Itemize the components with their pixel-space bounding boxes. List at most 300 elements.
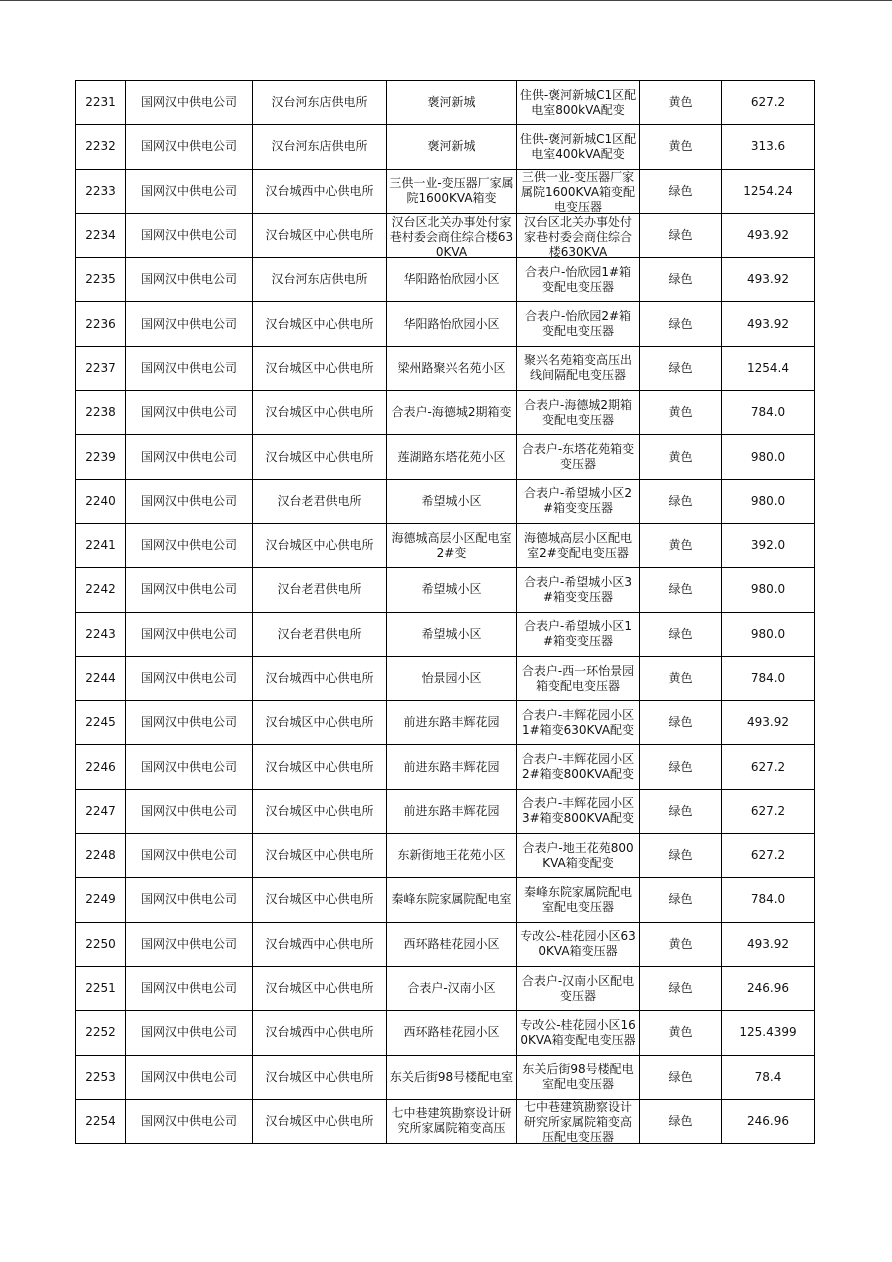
area-cell [387,258,517,302]
area-cell [387,656,517,700]
device-cell-text: 住供-褒河新城C1区配电室400kVA配变 [519,131,637,161]
value-cell-text: 392.0 [750,538,786,553]
row-number-cell-text: 2254 [85,1113,116,1128]
device-cell [517,834,640,878]
value-cell-text: 313.6 [750,139,786,154]
color-status-cell [640,391,722,435]
company-cell-text: 国网汉中供电公司 [140,139,237,154]
device-cell-text: 合表户-汉南小区配电变压器 [521,973,635,1003]
color-status-cell [640,213,722,257]
device-cell-text: 海德城高层小区配电室2#变配电变压器 [523,530,632,560]
area-cell-text: 华阳路怡欣园小区 [403,316,500,331]
value-cell-text: 493.92 [747,715,789,730]
color-status-cell [640,523,722,567]
color-status-cell-text: 绿色 [668,848,693,863]
area-cell-text: 梁州路聚兴名苑小区 [397,360,506,375]
device-cell [517,1055,640,1099]
device-cell-text: 东关后街98号楼配电室配电变压器 [522,1062,634,1092]
company-cell-text: 国网汉中供电公司 [140,936,237,951]
company-cell [126,169,253,213]
table-row [76,258,815,302]
row-number-cell-text: 2245 [85,715,116,730]
device-cell-text: 专改公-桂花园小区630KVA箱变压器 [520,929,636,959]
color-status-cell-text: 绿色 [668,981,693,996]
area-cell [387,878,517,922]
color-status-cell-text: 黄色 [668,449,693,464]
device-cell [517,922,640,966]
area-cell [387,346,517,390]
value-cell [722,169,815,213]
table-row [76,302,815,346]
value-cell-text: 627.2 [750,95,786,110]
row-number-cell-text: 2233 [85,183,116,198]
value-cell [722,922,815,966]
value-cell [722,656,815,700]
color-status-cell-text: 黄色 [668,671,693,685]
company-cell-text: 国网汉中供电公司 [140,493,237,508]
station-cell [253,302,387,346]
value-cell [722,878,815,922]
color-status-cell [640,1055,722,1099]
value-cell [722,834,815,878]
row-number-cell [76,125,126,169]
area-cell-text: 褒河新城 [427,95,476,110]
value-cell [722,612,815,656]
area-cell [387,1055,517,1099]
company-cell [126,346,253,390]
row-number-cell-text: 2239 [85,449,116,464]
area-cell-text: 怡景园小区 [421,671,482,685]
station-cell-text: 汉台城区中心供电所 [265,848,374,863]
device-cell [517,258,640,302]
row-number-cell-text: 2232 [85,139,116,154]
value-cell-text: 125.4399 [739,1025,797,1040]
device-cell [517,701,640,745]
color-status-cell-text: 黄色 [668,538,693,553]
color-status-cell [640,81,722,125]
company-cell-text: 国网汉中供电公司 [140,538,237,553]
color-status-cell-text: 绿色 [668,1113,693,1128]
color-status-cell-text: 绿色 [668,582,693,597]
company-cell [126,878,253,922]
company-cell [126,81,253,125]
color-status-cell [640,568,722,612]
area-cell-text: 前进东路丰辉花园 [403,759,500,774]
color-status-cell-text: 绿色 [668,228,693,243]
area-cell-text: 华阳路怡欣园小区 [403,272,500,287]
area-cell-text: 希望城小区 [421,493,482,508]
area-cell-text: 希望城小区 [421,626,482,641]
device-cell [517,479,640,523]
company-cell [126,391,253,435]
value-cell [722,1099,815,1143]
company-cell-text: 国网汉中供电公司 [140,981,237,996]
color-status-cell-text: 绿色 [668,759,693,774]
value-cell [722,1011,815,1055]
row-number-cell-text: 2253 [85,1069,116,1084]
color-status-cell-text: 绿色 [668,360,693,375]
device-cell [517,169,640,213]
area-cell-text: 西环路桂花园小区 [403,1025,500,1040]
company-cell [126,479,253,523]
station-cell-text: 汉台城区中心供电所 [265,981,374,996]
company-cell-text: 国网汉中供电公司 [140,671,237,685]
station-cell [253,1099,387,1143]
station-cell [253,213,387,257]
value-cell-text: 980.0 [750,449,786,464]
area-cell [387,701,517,745]
color-status-cell-text: 绿色 [668,183,693,198]
color-status-cell [640,612,722,656]
row-number-cell-text: 2243 [85,626,116,641]
value-cell [722,302,815,346]
company-cell-text: 国网汉中供电公司 [140,892,237,907]
area-cell [387,1099,517,1143]
device-cell [517,302,640,346]
table-row [76,125,815,169]
station-cell [253,922,387,966]
value-cell-text: 1254.24 [743,183,793,198]
row-number-cell [76,612,126,656]
area-cell-text: 秦峰东院家属院配电室 [391,892,512,907]
area-cell-text: 西环路桂花园小区 [403,936,500,951]
station-cell [253,701,387,745]
row-number-cell-text: 2234 [85,228,116,243]
area-cell-text: 海德城高层小区配电室2#变 [391,530,512,560]
page-top-border [0,0,892,1]
device-cell-text: 合表户-东塔花苑箱变变压器 [521,442,635,472]
area-cell [387,169,517,213]
device-cell-text: 合表户-地王花苑800KVA箱变配变 [522,840,634,870]
area-cell [387,213,517,257]
company-cell [126,701,253,745]
device-cell-text: 合表户-希望城小区1#箱变变压器 [524,619,632,649]
company-cell-text: 国网汉中供电公司 [140,1069,237,1084]
area-cell-text: 莲湖路东塔花苑小区 [397,449,506,464]
value-cell-text: 980.0 [750,493,786,508]
device-cell-text: 秦峰东院家属院配电室配电变压器 [523,884,632,914]
device-cell-text: 合表户-希望城小区2#箱变变压器 [524,486,632,516]
company-cell-text: 国网汉中供电公司 [140,316,237,331]
row-number-cell-text: 2242 [85,582,116,597]
color-status-cell-text: 黄色 [668,405,693,420]
row-number-cell [76,523,126,567]
area-cell [387,745,517,789]
row-number-cell [76,169,126,213]
company-cell-text: 国网汉中供电公司 [140,1113,237,1128]
device-cell [517,1011,640,1055]
area-cell-text: 前进东路丰辉花园 [403,715,500,730]
row-number-cell [76,302,126,346]
area-cell-text: 汉台区北关办事处付家巷村委会商住综合楼630KVA [389,214,514,257]
company-cell-text: 国网汉中供电公司 [140,848,237,863]
value-cell-text: 78.4 [754,1069,782,1084]
area-cell-text: 东关后街98号楼配电室 [389,1069,514,1084]
row-number-cell-text: 2246 [85,759,116,774]
row-number-cell-text: 2231 [85,95,116,110]
value-cell-text: 784.0 [750,405,786,420]
value-cell-text: 627.2 [750,848,786,863]
station-cell-text: 汉台河东店供电所 [271,272,368,287]
area-cell [387,789,517,833]
value-cell-text: 784.0 [750,671,786,685]
color-status-cell-text: 绿色 [668,626,693,641]
value-cell [722,435,815,479]
device-cell-text: 七中巷建筑勘察设计研究所家属院箱变高压配电变压器 [523,1100,632,1143]
device-cell-text: 专改公-桂花园小区160KVA箱变配电变压器 [520,1017,636,1047]
station-cell-text: 汉台城区中心供电所 [265,892,374,907]
value-cell [722,745,815,789]
company-cell [126,435,253,479]
value-cell [722,258,815,302]
station-cell-text: 汉台城西中心供电所 [265,183,374,198]
area-cell-text: 前进东路丰辉花园 [403,803,500,818]
station-cell-text: 汉台城区中心供电所 [265,759,374,774]
value-cell [722,523,815,567]
color-status-cell-text: 绿色 [668,272,693,287]
device-cell-text: 合表户-丰辉花园小区1#箱变630KVA配变 [521,707,635,737]
station-cell-text: 汉台城区中心供电所 [265,228,374,243]
area-cell [387,125,517,169]
color-status-cell-text: 绿色 [668,1069,693,1084]
table-row [76,612,815,656]
station-cell [253,346,387,390]
device-cell-text: 合表户-丰辉花园小区3#箱变800KVA配变 [521,796,635,826]
company-cell [126,1099,253,1143]
area-cell [387,81,517,125]
table-row [76,1011,815,1055]
device-cell [517,789,640,833]
row-number-cell [76,568,126,612]
station-cell-text: 汉台城区中心供电所 [265,405,374,420]
color-status-cell [640,346,722,390]
color-status-cell [640,125,722,169]
station-cell [253,169,387,213]
row-number-cell [76,789,126,833]
value-cell-text: 493.92 [747,228,789,243]
table-row [76,81,815,125]
color-status-cell [640,479,722,523]
color-status-cell-text: 绿色 [668,316,693,331]
value-cell [722,346,815,390]
station-cell [253,568,387,612]
station-cell [253,435,387,479]
device-cell [517,523,640,567]
value-cell-text: 246.96 [747,1113,789,1128]
value-cell-text: 493.92 [747,272,789,287]
station-cell-text: 汉台城区中心供电所 [265,1113,374,1128]
company-cell-text: 国网汉中供电公司 [140,449,237,464]
device-cell [517,878,640,922]
color-status-cell-text: 绿色 [668,493,693,508]
row-number-cell [76,1011,126,1055]
device-cell [517,213,640,257]
color-status-cell [640,878,722,922]
color-status-cell-text: 黄色 [668,139,693,154]
value-cell-text: 246.96 [747,981,789,996]
device-cell [517,612,640,656]
color-status-cell [640,656,722,700]
value-cell-text: 627.2 [750,803,786,818]
value-cell-text: 784.0 [750,892,786,907]
color-status-cell [640,435,722,479]
station-cell [253,258,387,302]
value-cell [722,213,815,257]
device-cell-text: 合表户-怡欣园2#箱变配电变压器 [524,309,632,339]
value-cell [722,125,815,169]
table-row [76,169,815,213]
device-cell [517,391,640,435]
area-cell-text: 褒河新城 [427,139,476,154]
station-cell-text: 汉台城西中心供电所 [265,936,374,951]
row-number-cell [76,966,126,1010]
company-cell [126,125,253,169]
table-row [76,878,815,922]
station-cell [253,1011,387,1055]
row-number-cell [76,1099,126,1143]
color-status-cell-text: 黄色 [668,936,693,951]
table-row [76,789,815,833]
row-number-cell [76,656,126,700]
row-number-cell [76,701,126,745]
company-cell-text: 国网汉中供电公司 [140,183,237,198]
value-cell [722,81,815,125]
area-cell-text: 三供一业-变压器厂家属院1600KVA箱变 [389,176,514,206]
area-cell [387,523,517,567]
row-number-cell [76,878,126,922]
area-cell-text: 希望城小区 [421,582,482,597]
device-cell-text: 住供-褒河新城C1区配电室800kVA配变 [519,87,637,117]
row-number-cell-text: 2244 [85,671,116,685]
table-row [76,346,815,390]
row-number-cell-text: 2235 [85,272,116,287]
company-cell-text: 国网汉中供电公司 [140,803,237,818]
color-status-cell [640,1099,722,1143]
station-cell [253,789,387,833]
device-cell [517,435,640,479]
station-cell [253,81,387,125]
company-cell [126,1011,253,1055]
device-cell [517,346,640,390]
color-status-cell [640,258,722,302]
table-row [76,523,815,567]
company-cell [126,612,253,656]
row-number-cell-text: 2240 [85,493,116,508]
row-number-cell-text: 2249 [85,892,116,907]
color-status-cell [640,789,722,833]
area-cell [387,302,517,346]
color-status-cell [640,966,722,1010]
area-cell [387,922,517,966]
row-number-cell [76,346,126,390]
area-cell-text: 七中巷建筑勘察设计研究所家属院箱变高压 [391,1106,512,1136]
row-number-cell-text: 2236 [85,316,116,331]
company-cell [126,789,253,833]
table-row [76,656,815,700]
row-number-cell-text: 2237 [85,360,116,375]
area-cell [387,435,517,479]
device-cell [517,81,640,125]
row-number-cell [76,834,126,878]
color-status-cell-text: 绿色 [668,803,693,818]
table-row [76,834,815,878]
area-cell [387,568,517,612]
station-cell-text: 汉台老君供电所 [277,493,362,508]
color-status-cell [640,701,722,745]
station-cell-text: 汉台城区中心供电所 [265,803,374,818]
company-cell [126,745,253,789]
company-cell-text: 国网汉中供电公司 [140,95,237,110]
row-number-cell-text: 2250 [85,936,116,951]
substation-table [75,80,815,1144]
row-number-cell [76,213,126,257]
area-cell [387,834,517,878]
area-cell [387,391,517,435]
row-number-cell [76,745,126,789]
device-cell-text: 合表户-希望城小区3#箱变变压器 [524,574,632,604]
company-cell [126,213,253,257]
table-row [76,966,815,1010]
color-status-cell [640,169,722,213]
row-number-cell [76,922,126,966]
company-cell-text: 国网汉中供电公司 [140,582,237,597]
value-cell [722,789,815,833]
company-cell [126,568,253,612]
table-row [76,745,815,789]
color-status-cell [640,1011,722,1055]
table-row [76,701,815,745]
device-cell [517,656,640,700]
color-status-cell-text: 黄色 [668,1025,693,1040]
area-cell-text: 合表户-汉南小区 [407,981,496,996]
station-cell [253,479,387,523]
company-cell [126,258,253,302]
value-cell-text: 980.0 [750,582,786,597]
table-row [76,1055,815,1099]
color-status-cell-text: 绿色 [668,892,693,907]
station-cell [253,391,387,435]
station-cell-text: 汉台城区中心供电所 [265,449,374,464]
value-cell-text: 1254.4 [747,360,789,375]
company-cell-text: 国网汉中供电公司 [140,360,237,375]
table-row [76,435,815,479]
value-cell [722,568,815,612]
station-cell [253,878,387,922]
station-cell-text: 汉台老君供电所 [277,626,362,641]
row-number-cell [76,1055,126,1099]
area-cell [387,612,517,656]
row-number-cell-text: 2247 [85,803,116,818]
row-number-cell [76,479,126,523]
station-cell-text: 汉台城区中心供电所 [265,1069,374,1084]
device-cell-text: 三供一业-变压器厂家属院1600KVA箱变配电变压器 [520,170,636,213]
color-status-cell-text: 黄色 [668,95,693,110]
table-row [76,568,815,612]
table-row [76,922,815,966]
station-cell [253,125,387,169]
station-cell-text: 汉台城西中心供电所 [265,1025,374,1040]
value-cell-text: 493.92 [747,936,789,951]
table-body [76,81,815,1144]
area-cell [387,1011,517,1055]
row-number-cell [76,391,126,435]
company-cell [126,523,253,567]
area-cell-text: 合表户-海德城2期箱变 [391,405,512,420]
row-number-cell-text: 2238 [85,405,116,420]
value-cell [722,1055,815,1099]
device-cell-text: 合表户-怡欣园1#箱变配电变压器 [524,264,632,294]
row-number-cell-text: 2241 [85,538,116,553]
